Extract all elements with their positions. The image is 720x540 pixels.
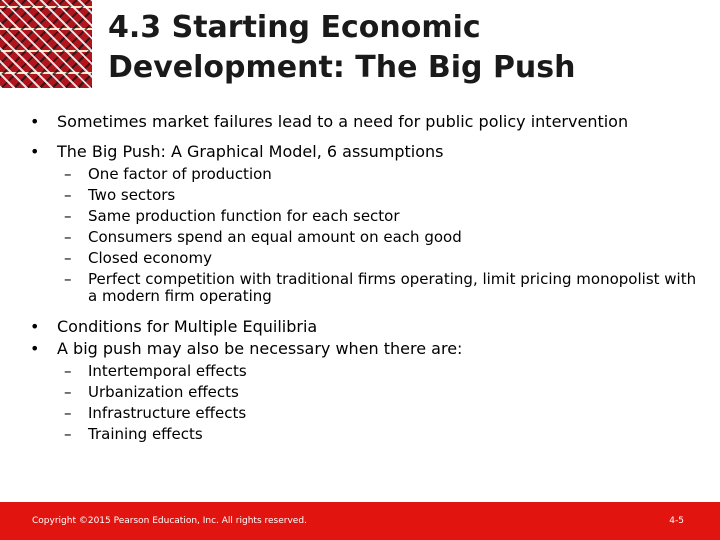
sub-item: – Two sectors [64, 186, 176, 204]
title-line-2: Development: The Big Push [108, 50, 576, 85]
sub-text: Same production function for each sector [88, 207, 400, 225]
bullet-text: A big push may also be necessary when there are: [57, 339, 463, 358]
bullet-dot: • [30, 339, 40, 358]
page-number: 4-5 [669, 516, 684, 526]
bullet-dot: • [30, 317, 40, 336]
sub-text: Intertemporal effects [88, 362, 247, 380]
sub-item: – Training effects [64, 425, 203, 443]
bullet-item [30, 142, 710, 162]
sub-text: Training effects [88, 425, 203, 443]
sub-text: Infrastructure effects [88, 404, 247, 422]
sub-item: – Urbanization effects [64, 383, 239, 401]
title-line-1: 4.3 Starting Economic [108, 10, 481, 45]
sub-item: – Same production function for each sector [64, 207, 400, 225]
sub-text: Consumers spend an equal amount on each good [88, 228, 462, 246]
bullet-item [30, 317, 710, 337]
sub-item: – Consumers spend an equal amount on each good [64, 228, 462, 246]
sub-text: One factor of production [88, 165, 272, 183]
copyright-text: Copyright ©2015 Pearson Education, Inc. All rights reserved. [32, 516, 307, 526]
bullet-text: Sometimes market failures lead to a need for public policy intervention [57, 112, 629, 131]
slide-footer [0, 502, 720, 540]
slide-title [108, 8, 708, 88]
bullet-dot: • [30, 112, 40, 131]
sub-text: Two sectors [88, 186, 176, 204]
bullet-item [30, 339, 710, 359]
bullet-item [30, 112, 710, 132]
sub-text: Closed economy [88, 249, 212, 267]
sub-item: – Perfect competition with traditional firms operating, limit pricing monopolist with a modern firm operating [64, 270, 697, 305]
sub-item: – Closed economy [64, 249, 212, 267]
sub-item: – One factor of production [64, 165, 272, 183]
sub-item: – Intertemporal effects [64, 362, 247, 380]
sub-text: Perfect competition with traditional firms operating, limit pricing monopolist with a modern firm operating [88, 270, 697, 305]
sub-text: Urbanization effects [88, 383, 239, 401]
slide-body [30, 112, 710, 443]
bullet-text: Conditions for Multiple Equilibria [57, 317, 318, 336]
sub-item: – Infrastructure effects [64, 404, 247, 422]
decorative-logo-pattern [0, 0, 92, 88]
bullet-dot: • [30, 142, 40, 161]
bullet-text: The Big Push: A Graphical Model, 6 assumptions [57, 142, 444, 161]
